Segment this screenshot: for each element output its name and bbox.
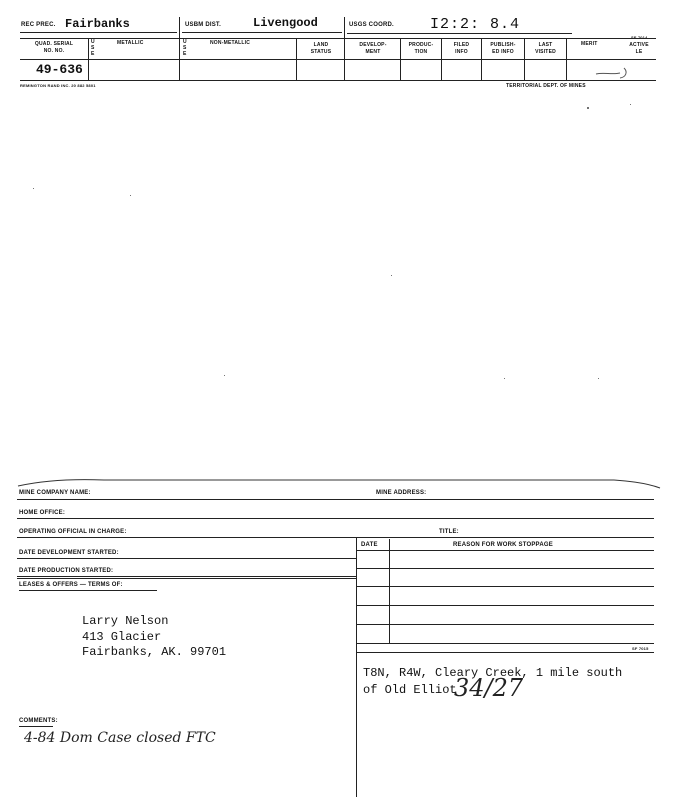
- owner-name: Larry Nelson: [82, 614, 169, 628]
- top-form-number: SF 7014: [631, 35, 648, 40]
- col-published-info: PUBLISH- ED INFO: [490, 42, 516, 55]
- reason-col-label: REASON FOR WORK STOPPAGE: [453, 542, 553, 548]
- date-col-label: DATE: [361, 542, 378, 548]
- operating-official-label: OPERATING OFFICIAL IN CHARGE:: [19, 529, 127, 535]
- owner-street: 413 Glacier: [82, 630, 162, 644]
- col-metallic-code: U S E: [91, 39, 95, 57]
- home-office-label: HOME OFFICE:: [19, 510, 66, 516]
- rec-prec-value: Fairbanks: [65, 17, 130, 31]
- card-edge: [14, 474, 664, 496]
- usgs-coord-label: USGS COORD.: [349, 22, 394, 28]
- usbm-dist-label: USBM DIST.: [185, 22, 222, 28]
- col-nonmetallic: NON-METALLIC: [210, 40, 251, 46]
- date-dev-started-label: DATE DEVELOPMENT STARTED:: [19, 550, 119, 556]
- location-line-2: of Old Elliot: [363, 683, 457, 697]
- date-prod-started-label: DATE PRODUCTION STARTED:: [19, 568, 114, 574]
- pencil-mark: [590, 60, 640, 82]
- owner-city: Fairbanks, AK. 99701: [82, 645, 227, 659]
- department-line: TERRITORIAL DEPT. OF MINES: [506, 83, 586, 89]
- col-development: DEVELOP- MENT: [359, 42, 387, 55]
- col-quad-serial: QUAD. SERIAL NO. NO.: [34, 41, 74, 54]
- col-last-visited: LAST VISITED: [535, 42, 556, 55]
- col-metallic: METALLIC: [117, 40, 144, 46]
- mine-company-name-label: MINE COMPANY NAME:: [19, 490, 91, 496]
- title-label: TITLE:: [439, 529, 459, 535]
- location-handwritten: 34/27: [454, 674, 524, 702]
- rec-prec-label: REC PREC.: [21, 22, 56, 28]
- comments-label: COMMENTS:: [19, 718, 58, 724]
- leases-label: LEASES & OFFERS — TERMS OF:: [19, 582, 123, 588]
- quad-serial-value: 49-636: [36, 62, 83, 77]
- mine-address-label: MINE ADDRESS:: [376, 490, 427, 496]
- col-filed-info: FILED INFO: [453, 42, 470, 55]
- bottom-form-number: SF 7015: [632, 646, 649, 651]
- location-line-1: T8N, R4W, Cleary Creek, 1 mile south: [363, 666, 623, 680]
- col-nonmetallic-code: U S E: [183, 39, 187, 57]
- printer-line: REMINGTON RAND INC. 20 882 5801: [20, 83, 96, 88]
- usbm-dist-value: Livengood: [253, 16, 318, 30]
- col-land-status: LAND STATUS: [310, 42, 332, 55]
- col-production: PRODUC- TION: [408, 42, 434, 55]
- col-active: ACTIVE LE: [629, 42, 649, 55]
- comments-handwritten: 4-84 Dom Case closed FTC: [24, 730, 216, 746]
- usgs-coord-value: I2:2: 8.4: [430, 16, 521, 33]
- col-merit: MERIT: [581, 41, 598, 47]
